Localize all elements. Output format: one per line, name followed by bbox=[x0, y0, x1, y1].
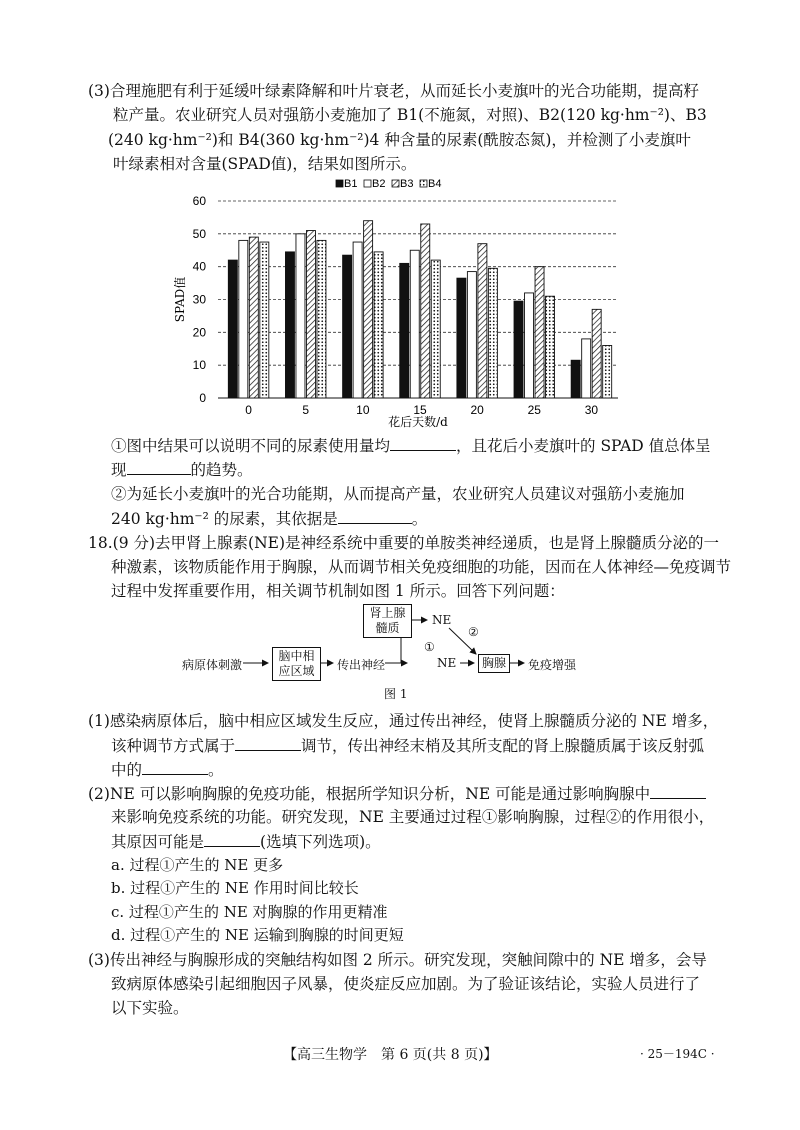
x-tick-label: 30 bbox=[584, 403, 599, 417]
adrenal-label-2: 髓质 bbox=[375, 621, 400, 635]
q17-intro-line-3: (240 kg·hm⁻²)和 B4(360 kg·hm⁻²)4 种含量的尿素(酰胺态氮)，并检测了小麦旗叶 bbox=[108, 131, 691, 149]
y-tick-label: 50 bbox=[192, 226, 206, 241]
q17-sub2-line-1: ②为延长小麦旗叶的光合功能期，从而提高产量，农业研究人员建议对强筋小麦施加 bbox=[111, 485, 685, 503]
q18-p3-line-3: 以下实验。 bbox=[111, 999, 189, 1017]
adrenal-medulla-box bbox=[363, 604, 412, 638]
option-a: a. 过程①产生的 NE 更多 bbox=[111, 856, 284, 874]
q18-p2-line-3 bbox=[111, 830, 381, 853]
brain-label-1: 脑中相 bbox=[278, 649, 315, 663]
q18-p1-e: 。 bbox=[208, 761, 224, 779]
legend-label: B4 bbox=[428, 178, 442, 190]
x-tick-label: 25 bbox=[527, 403, 541, 417]
q18-p1-c: 调节，传出神经末梢及其所支配的肾上腺髓质属于该反射弧 bbox=[301, 737, 705, 755]
q18-p1-line-3 bbox=[111, 758, 224, 781]
q18-p2-line-2: 来影响免疫系统的功能。研究发现，NE 主要通过过程①影响胸腺，过程②的作用很小， bbox=[111, 808, 715, 826]
answer-blank-6[interactable] bbox=[650, 782, 706, 799]
y-tick-label: 30 bbox=[192, 292, 206, 307]
q17-sub1-b: ，且花后小麦旗叶的 SPAD 值总体呈 bbox=[456, 437, 711, 455]
process-1-label: ① bbox=[424, 640, 435, 654]
q17-sub1-a: ①图中结果可以说明不同的尿素使用量均 bbox=[111, 437, 391, 455]
x-tick-label: 0 bbox=[245, 403, 252, 417]
answer-blank-7[interactable] bbox=[204, 830, 260, 847]
option-b: b. 过程①产生的 NE 作用时间比较长 bbox=[111, 879, 359, 897]
q18-intro-line-2: 种激素，该物质能作用于胸腺，从而调节相关免疫细胞的功能，因而在人体神经—免疫调节 bbox=[111, 558, 732, 576]
ne-mid-label: NE bbox=[437, 656, 457, 670]
q18-p2-a: (2)NE 可以影响胸腺的免疫功能，根据所学知识分析，NE 可能是通过影响胸腺中 bbox=[88, 785, 651, 803]
brain-label-2: 应区域 bbox=[278, 664, 315, 678]
y-axis-title: SPAD值 bbox=[173, 276, 187, 323]
thymus-label: 胸腺 bbox=[481, 656, 506, 670]
q17-sub2-c: 。 bbox=[411, 510, 428, 528]
q18-p1-d: 中的 bbox=[111, 761, 143, 779]
q17-sub2-b: 240 kg·hm⁻² 的尿素，其依据是 bbox=[111, 510, 338, 528]
q18-p3-line-1: (3)传出神经与胸腺形成的突触结构如图 2 所示。研究发现，突触间隙中的 NE 增多，会导 bbox=[88, 951, 707, 969]
ne-top-label: NE bbox=[432, 613, 452, 627]
y-tick-label: 60 bbox=[192, 194, 206, 208]
q17-sub1-d: 的趋势。 bbox=[190, 461, 253, 479]
option-d: d. 过程①产生的 NE 运输到胸腺的时间更短 bbox=[111, 926, 404, 944]
q18-intro-line-3: 过程中发挥重要作用，相关调节机制如图 1 所示。回答下列问题： bbox=[111, 582, 565, 600]
answer-blank-4[interactable] bbox=[235, 734, 301, 751]
x-tick-label: 5 bbox=[302, 403, 310, 417]
y-tick-label: 20 bbox=[192, 325, 206, 340]
immune-enhance-label: 免疫增强 bbox=[528, 658, 577, 672]
efferent-nerve-label: 传出神经 bbox=[337, 658, 386, 672]
q18-p1-line-2 bbox=[111, 734, 704, 757]
legend-label: B3 bbox=[400, 178, 414, 190]
q18-p2-d: (选填下列选项)。 bbox=[260, 833, 381, 851]
q17-sub1-c: 现 bbox=[111, 461, 127, 479]
q18-p2-c: 其原因可能是 bbox=[111, 833, 205, 851]
process-2-label: ② bbox=[468, 625, 479, 639]
option-c: c. 过程①产生的 NE 对胸腺的作用更精准 bbox=[111, 903, 388, 921]
q18-p1-line-1: (1)感染病原体后，脑中相应区域发生反应，通过传出神经，使肾上腺髓质分泌的 NE 增多， bbox=[88, 712, 719, 730]
y-tick-label: 10 bbox=[192, 358, 206, 373]
page-footer-code: · 25－194C · bbox=[640, 1047, 715, 1061]
brain-region-box bbox=[272, 647, 321, 681]
y-tick-label: 0 bbox=[199, 391, 206, 405]
stimulus-label: 病原体刺激 bbox=[182, 658, 243, 672]
q18-p3-line-2: 致病原体感染引起细胞因子风暴，使炎症反应加剧。为了验证该结论，实验人员进行了 bbox=[111, 975, 701, 993]
q17-intro-line-1: (3)合理施肥有利于延缓叶绿素降解和叶片衰老，从而延长小麦旗叶的光合功能期，提高籽 bbox=[88, 82, 699, 100]
legend-label: B2 bbox=[372, 178, 386, 190]
answer-blank-5[interactable] bbox=[142, 758, 208, 775]
x-tick-label: 10 bbox=[356, 403, 370, 417]
x-tick-label: 15 bbox=[413, 403, 427, 417]
legend-label: B1 bbox=[344, 178, 358, 190]
q18-p2-line-1 bbox=[88, 782, 706, 805]
q17-intro-line-4: 叶绿素相对含量(SPAD值)，结果如图所示。 bbox=[113, 155, 417, 173]
adrenal-label-1: 肾上腺 bbox=[369, 606, 406, 620]
figure-1-caption: 图 1 bbox=[384, 687, 408, 701]
page-footer-title: 【高三生物学 第 6 页(共 8 页)】 bbox=[283, 1047, 498, 1063]
x-tick-label: 20 bbox=[470, 403, 484, 417]
thymus-box bbox=[478, 654, 510, 673]
x-axis-title: 花后天数/d bbox=[388, 415, 448, 429]
q18-intro-line-1: 18.(9 分)去甲肾上腺素(NE)是神经系统中重要的单胺类神经递质，也是肾上腺髓质分泌的一 bbox=[88, 534, 720, 552]
q17-intro-line-2: 粒产量。农业研究人员对强筋小麦施加了 B1(不施氮，对照)、B2(120 kg·hm⁻²)、B3 bbox=[113, 106, 707, 124]
y-tick-label: 40 bbox=[192, 259, 206, 274]
q18-p1-b: 该种调节方式属于 bbox=[111, 737, 236, 755]
